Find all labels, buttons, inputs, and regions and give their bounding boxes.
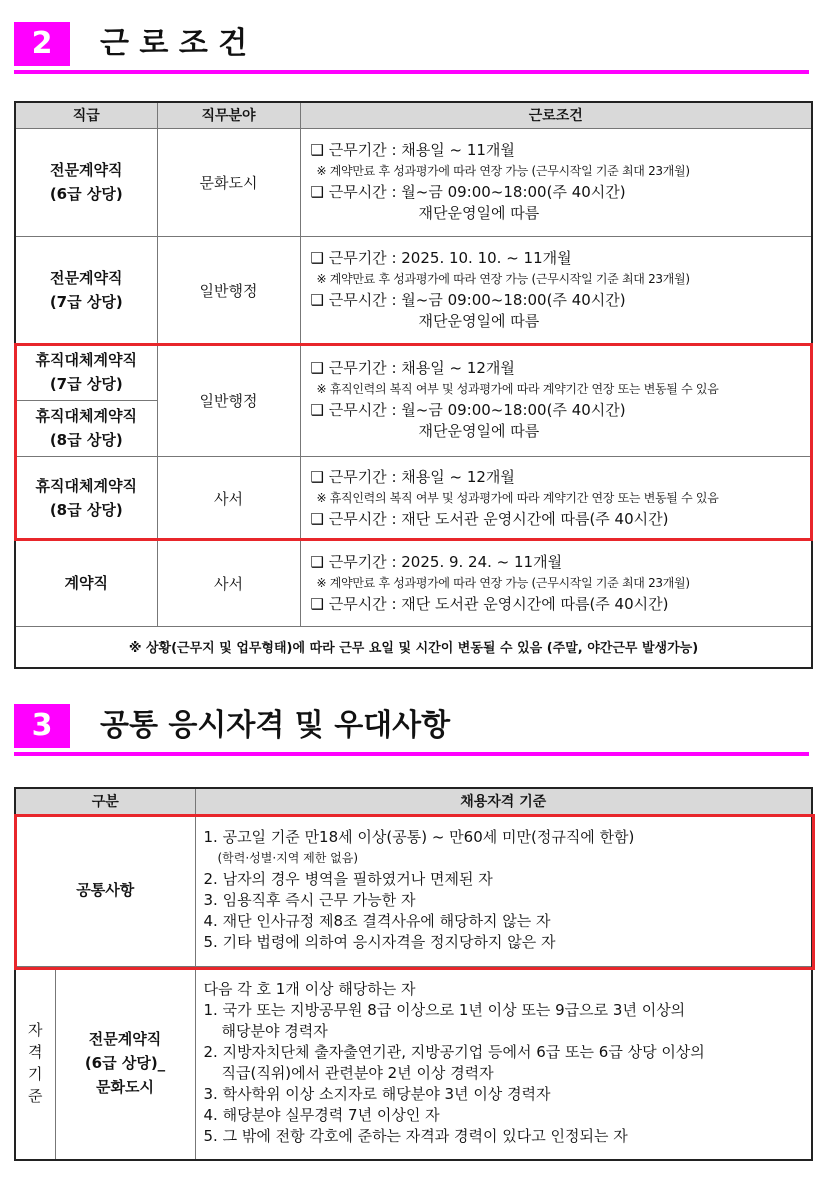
table-header-row — [15, 102, 812, 128]
conditions-cell: ❑ 근무기간 : 2025. 10. 10. ~ 11개월 ※ 계약만료 후 성과평가에 따라 연장 가능 (근무시작일 기준 최대 23개월) ❑ 근무시간 : 월~금 09:00~18:00(주 40시간) 재단운영일에 따름 — [300, 236, 812, 344]
section-title: 공통 응시자격 및 우대사항 — [100, 708, 451, 743]
qualification-table — [14, 787, 813, 1161]
table-row — [15, 814, 812, 966]
section-number: 2 — [14, 22, 70, 66]
table-row — [15, 540, 812, 626]
field-cell: 사서 — [157, 540, 300, 626]
qualification-label: 전문계약직 (6급 상당)_ 문화도시 — [55, 966, 195, 1160]
side-label: 자 격 기 준 — [15, 966, 55, 1160]
header-conditions: 근로조건 — [300, 102, 812, 128]
table-footnote: ※ 상황(근무지 및 업무형태)에 따라 근무 요일 및 시간이 변동될 수 있음 (주말, 야간근무 발생가능) — [15, 626, 812, 668]
section-divider — [14, 70, 809, 74]
section-number: 3 — [14, 704, 70, 748]
field-cell: 일반행정 — [157, 344, 300, 456]
common-label: 공통사항 — [15, 814, 195, 966]
qualification-criteria: 다음 각 호 1개 이상 해당하는 자 1. 국가 또는 지방공무원 8급 이상으로 1년 이상 또는 9급으로 3년 이상의 해당분야 경력자 2. 지방자치단체 출자출연기관, 지방공기업 등에서 6급 또는 6급 상당 이상의 직급(직위)에서 관련분야 2년 이상 경력자 3. 학사학위 이상 소지자로 해당분야 3년 이상 경력자 4. 해당분야 실무경력 7년 이상인 자 5. 그 밖에 전항 각호에 준하는 자격과 경력이 있다고 인정되는 자 — [195, 966, 812, 1160]
table-footer-row — [15, 626, 812, 668]
header-criteria: 채용자격 기준 — [195, 788, 812, 814]
conditions-cell: ❑ 근무기간 : 채용일 ~ 12개월 ※ 휴직인력의 복직 여부 및 성과평가에 따라 계약기간 연장 또는 변동될 수 있음 ❑ 근무시간 : 월~금 09:00~18:00(주 40시간) 재단운영일에 따름 — [300, 344, 812, 456]
header-category: 구분 — [15, 788, 195, 814]
table-row — [15, 236, 812, 344]
grade-cell: 휴직대체계약직 (8급 상당) — [15, 400, 157, 456]
header-grade: 직급 — [15, 102, 157, 128]
grade-cell: 휴직대체계약직 (8급 상당) — [15, 456, 157, 540]
common-criteria: 1. 공고일 기준 만18세 이상(공통) ~ 만60세 미만(정규직에 한함) (학력·성별·지역 제한 없음) 2. 남자의 경우 병역을 필하였거나 면제된 자 3. 임용직후 즉시 근무 가능한 자 4. 재단 인사규정 제8조 결격사유에 해당하지 않는 자 5. 기타 법령에 의하여 응시자격을 정지당하지 않은 자 — [195, 814, 812, 966]
section-divider — [14, 752, 809, 756]
grade-cell: 휴직대체계약직 (7급 상당) — [15, 344, 157, 400]
table-row — [15, 344, 812, 400]
grade-cell: 계약직 — [15, 540, 157, 626]
working-conditions-table — [14, 101, 813, 669]
grade-cell: 전문계약직 (6급 상당) — [15, 128, 157, 236]
table-row — [15, 128, 812, 236]
conditions-cell: ❑ 근무기간 : 채용일 ~ 12개월 ※ 휴직인력의 복직 여부 및 성과평가에 따라 계약기간 연장 또는 변동될 수 있음 ❑ 근무시간 : 재단 도서관 운영시간에 따름(주 40시간) — [300, 456, 812, 540]
section-title: 근 로 조 건 — [100, 26, 248, 61]
conditions-cell: ❑ 근무기간 : 채용일 ~ 11개월 ※ 계약만료 후 성과평가에 따라 연장 가능 (근무시작일 기준 최대 23개월) ❑ 근무시간 : 월~금 09:00~18:00(주 40시간) 재단운영일에 따름 — [300, 128, 812, 236]
table-row — [15, 966, 812, 1160]
conditions-cell: ❑ 근무기간 : 2025. 9. 24. ~ 11개월 ※ 계약만료 후 성과평가에 따라 연장 가능 (근무시작일 기준 최대 23개월) ❑ 근무시간 : 재단 도서관 운영시간에 따름(주 40시간) — [300, 540, 812, 626]
section-3-header — [14, 704, 809, 758]
header-field: 직무분야 — [157, 102, 300, 128]
grade-cell: 전문계약직 (7급 상당) — [15, 236, 157, 344]
table-header-row — [15, 788, 812, 814]
field-cell: 일반행정 — [157, 236, 300, 344]
table-row — [15, 456, 812, 540]
field-cell: 사서 — [157, 456, 300, 540]
section-2-header — [14, 22, 809, 76]
field-cell: 문화도시 — [157, 128, 300, 236]
